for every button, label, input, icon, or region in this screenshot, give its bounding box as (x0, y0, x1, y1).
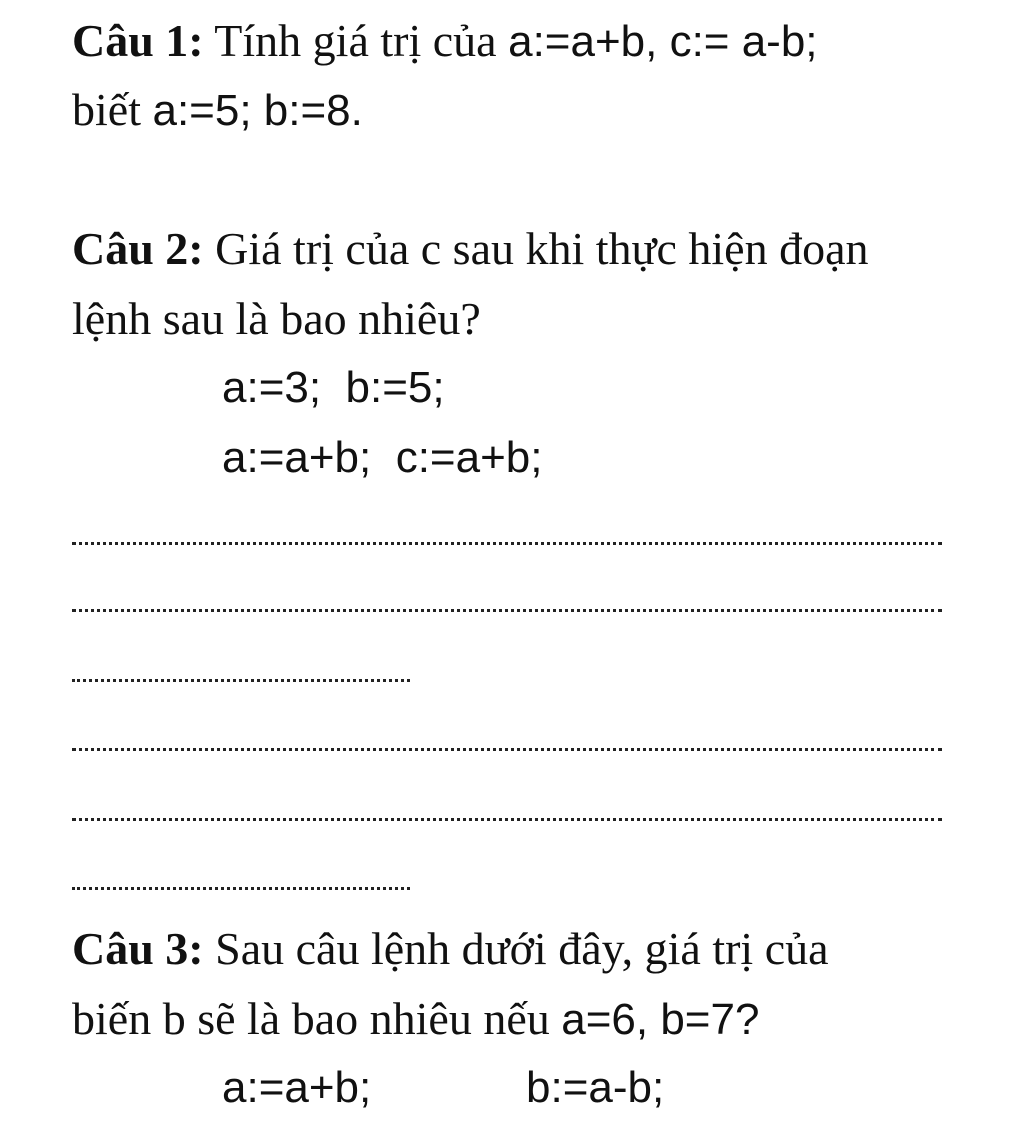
question-1-label: Câu 1: (72, 15, 204, 66)
answer-dotted-line-4 (72, 748, 942, 751)
question-2-label: Câu 2: (72, 223, 204, 274)
question-3-label: Câu 3: (72, 923, 204, 974)
question-2-line-2 (72, 293, 481, 344)
question-1-line-2 (72, 84, 363, 135)
question-3-line-2 (72, 993, 760, 1044)
question-3-code-statement-2: b:=a-b; (526, 1063, 665, 1112)
question-3-text-continued: biến b sẽ là bao nhiêu nếu (72, 993, 562, 1044)
question-1-line-1 (72, 15, 818, 66)
answer-dotted-line-6 (72, 887, 410, 890)
question-3-code-statement-1: a:=a+b; (222, 1063, 372, 1112)
question-1-given-word: biết (72, 84, 153, 135)
question-2-code-line-2: a:=a+b; c:=a+b; (222, 433, 543, 482)
question-3-text: Sau câu lệnh dưới đây, giá trị của (203, 923, 829, 974)
question-2-line-1 (72, 223, 869, 274)
question-2-text: Giá trị của c sau khi thực hiện đoạn (203, 223, 869, 274)
question-2-text-continued: lệnh sau là bao nhiêu? (72, 293, 481, 344)
answer-dotted-line-1 (72, 542, 942, 545)
question-2-code-line-1: a:=3; b:=5; (222, 363, 445, 412)
question-3-given-values: a=6, b=7? (561, 995, 760, 1044)
answer-dotted-line-2 (72, 609, 942, 612)
answer-dotted-line-5 (72, 818, 942, 821)
question-1-given-values: a:=5; b:=8. (152, 86, 363, 135)
question-1-formula: a:=a+b, c:= a-b; (508, 17, 818, 66)
question-1-text: Tính giá trị của (203, 15, 509, 66)
answer-dotted-line-3 (72, 679, 410, 682)
question-3-line-1 (72, 923, 829, 974)
